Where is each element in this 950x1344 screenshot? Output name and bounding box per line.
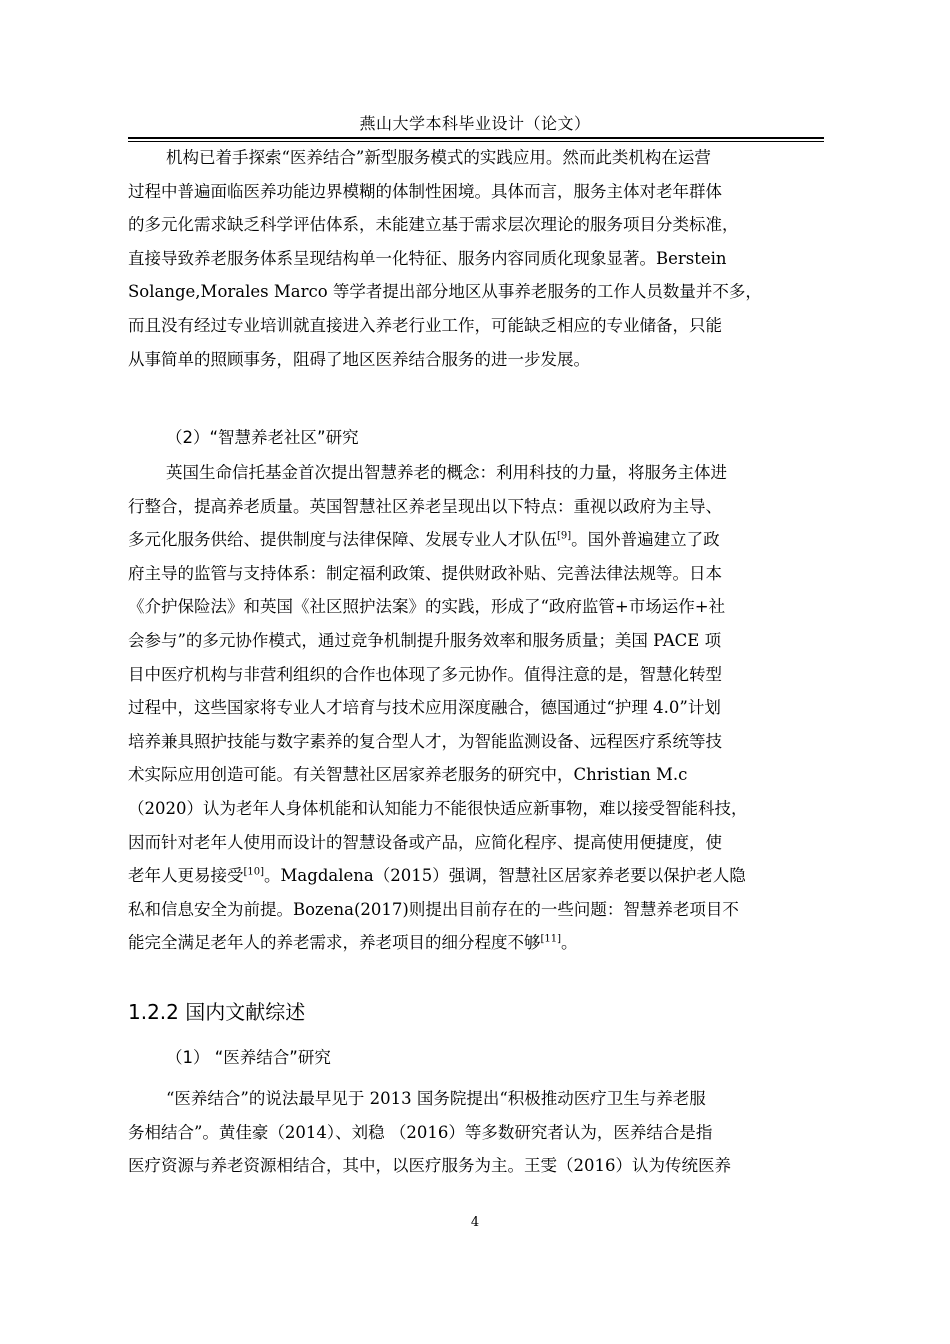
header-rule bbox=[128, 137, 824, 139]
text-line: “医养结合”的说法最早见于 2013 国务院提出“积极推动医疗卫生与养老服 bbox=[166, 1089, 706, 1108]
citation-ref: [9] bbox=[557, 530, 572, 542]
text-line: 而且没有经过专业培训就直接进入养老行业工作，可能缺乏相应的专业储备，只能 bbox=[128, 315, 722, 335]
text-line: 直接导致养老服务体系呈现结构单一化特征、服务内容同质化现象显著。Berstein bbox=[128, 248, 727, 268]
text-run: 多元化服务供给、提供制度与法律保障、发展专业人才队伍 bbox=[128, 530, 557, 550]
text-line bbox=[128, 859, 824, 893]
paragraph-1 bbox=[128, 141, 824, 376]
text-run: 。Magdalena（2015）强调，智慧社区居家养老要以保护老人隐 bbox=[264, 866, 746, 886]
text-line: 务相结合”。黄佳豪（2014）、刘稳 （2016）等多数研究者认为，医养结合是指 bbox=[128, 1122, 713, 1142]
text-line: 医疗资源与养老资源相结合，其中，以医疗服务为主。王雯（2016）认为传统医养 bbox=[128, 1156, 731, 1176]
section-heading-domestic-review: 1.2.2 国内文献综述 bbox=[128, 1000, 306, 1024]
text-run: 老年人更易接受 bbox=[128, 866, 244, 886]
text-line: 目中医疗机构与非营利组织的合作也体现了多元协作。值得注意的是，智慧化转型 bbox=[128, 664, 722, 684]
page-number: 4 bbox=[470, 1215, 480, 1230]
text-line bbox=[128, 523, 824, 557]
text-line: 机构已着手探索“医养结合”新型服务模式的实践应用。然而此类机构在运营 bbox=[166, 148, 711, 167]
text-line: 过程中普遍面临医养功能边界模糊的体制性困境。具体而言，服务主体对老年群体 bbox=[128, 181, 722, 201]
running-header: 燕山大学本科毕业设计（论文） bbox=[359, 114, 591, 133]
text-run: 能完全满足老年人的养老需求，养老项目的细分程度不够 bbox=[128, 933, 541, 953]
text-line bbox=[128, 926, 824, 960]
text-line: 私和信息安全为前提。Bozena(2017)则提出目前存在的一些问题：智慧养老项目不 bbox=[128, 899, 739, 919]
subheading-medical-elderly-integration: （1） “医养结合”研究 bbox=[166, 1048, 331, 1067]
text-line: 从事简单的照顾事务，阻碍了地区医养结合服务的进一步发展。 bbox=[128, 349, 590, 369]
text-run: 。国外普遍建立了政 bbox=[571, 530, 720, 550]
text-line: （2020）认为老年人身体机能和认知能力不能很快适应新事物，难以接受智能科技， bbox=[128, 798, 748, 818]
text-run: 。 bbox=[561, 933, 578, 953]
text-line: 府主导的监管与支持体系：制定福利政策、提供财政补贴、完善法律法规等。日本 bbox=[128, 563, 722, 583]
text-line: 会参与”的多元协作模式，通过竞争机制提升服务效率和服务质量；美国 PACE 项 bbox=[128, 630, 722, 650]
citation-ref: [11] bbox=[540, 933, 562, 945]
text-line: 英国生命信托基金首次提出智慧养老的概念：利用科技的力量，将服务主体进 bbox=[166, 463, 727, 482]
text-line: 行整合，提高养老质量。英国智慧社区养老呈现出以下特点：重视以政府为主导、 bbox=[128, 496, 722, 516]
subheading-smart-elderly-community: （2）“智慧养老社区”研究 bbox=[166, 428, 359, 447]
text-line: 的多元化需求缺乏科学评估体系，未能建立基于需求层次理论的服务项目分类标准， bbox=[128, 215, 739, 235]
text-line: 因而针对老年人使用而设计的智慧设备或产品，应简化程序、提高使用便捷度，使 bbox=[128, 832, 722, 852]
paragraph-2 bbox=[128, 456, 824, 960]
citation-ref: [10] bbox=[243, 866, 265, 878]
text-line: 术实际应用创造可能。有关智慧社区居家养老服务的研究中，Christian M.c bbox=[128, 765, 688, 785]
text-line: 培养兼具照护技能与数字素养的复合型人才，为智能监测设备、远程医疗系统等技 bbox=[128, 731, 722, 751]
paragraph-3 bbox=[128, 1082, 824, 1183]
text-line: Solange,Morales Marco 等学者提出部分地区从事养老服务的工作人员数量并不多， bbox=[128, 282, 762, 302]
text-line: 《介护保险法》和英国《社区照护法案》的实践，形成了“政府监管+市场运作+社 bbox=[128, 597, 726, 617]
text-line: 过程中，这些国家将专业人才培育与技术应用深度融合，德国通过“护理 4.0”计划 bbox=[128, 698, 721, 718]
